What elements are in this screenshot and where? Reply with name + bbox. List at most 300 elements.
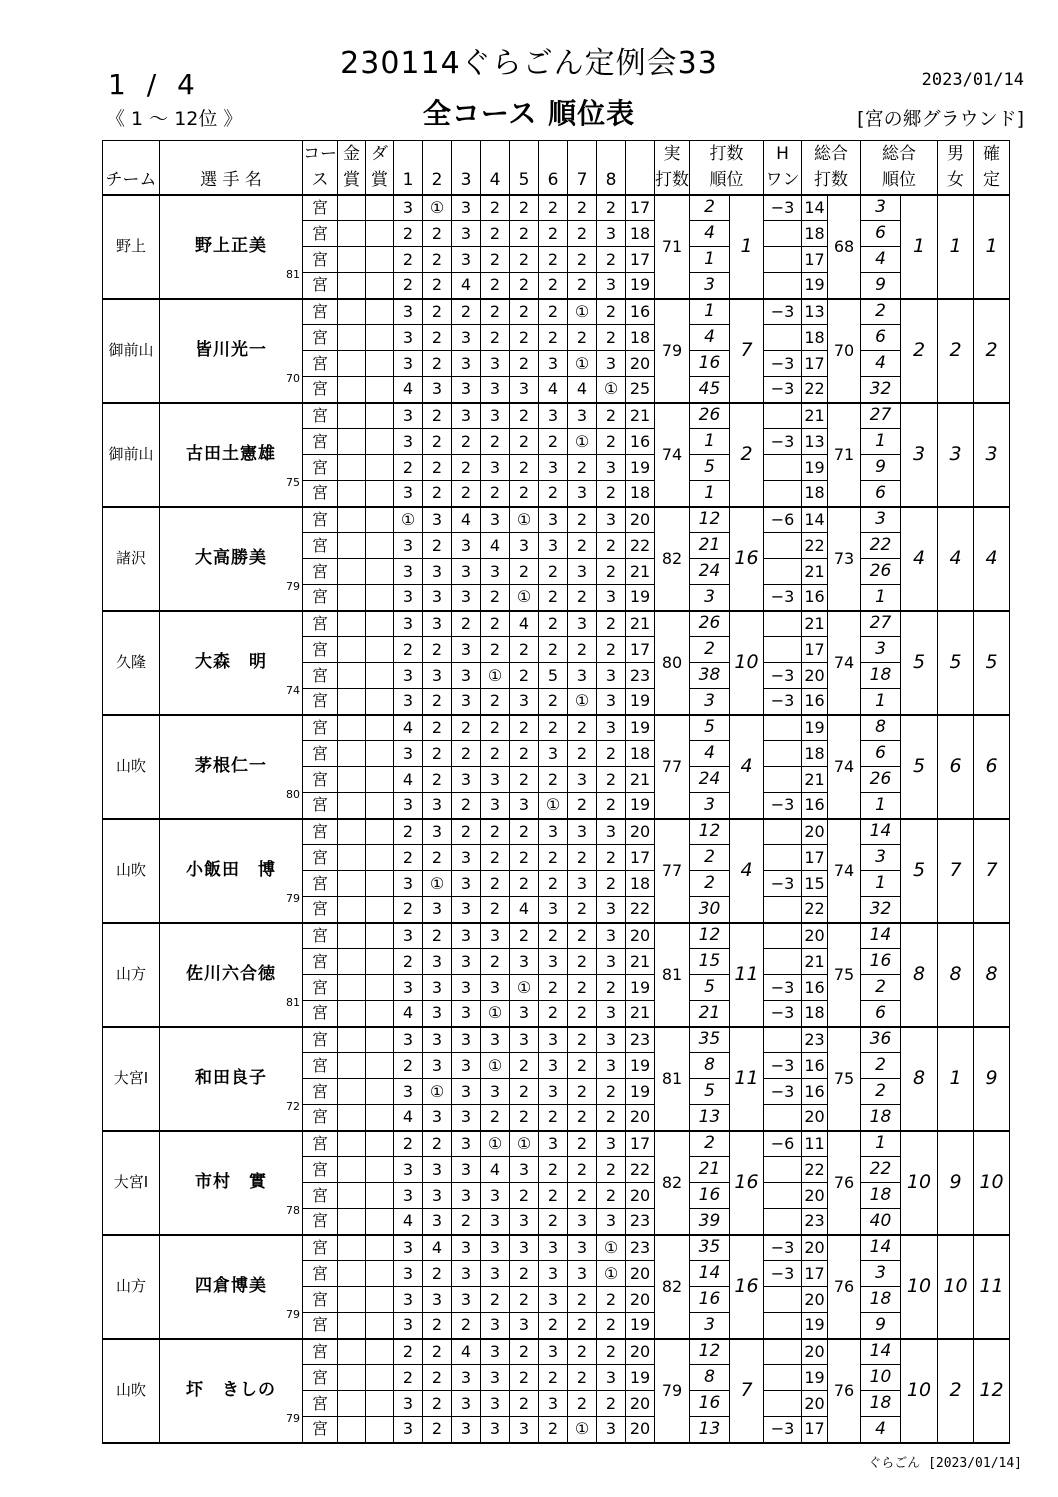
total-rank: 8	[901, 923, 938, 1027]
hole-score	[539, 1183, 568, 1209]
hole-score	[481, 1391, 510, 1417]
round-rank: 24	[690, 767, 730, 793]
hole-score-value: 3	[518, 1029, 530, 1049]
hole-score-value: 4	[402, 1003, 414, 1023]
round-total: 15	[802, 871, 828, 897]
gold-prize-cell	[338, 1183, 366, 1209]
total-rank: 5	[901, 715, 938, 819]
hole-score	[510, 1287, 539, 1313]
hole-score-value: 2	[460, 431, 472, 451]
hole-score-value: 3	[402, 977, 414, 997]
round-total: 20	[802, 1183, 828, 1209]
hole-score	[452, 585, 481, 611]
round-score: 17	[626, 195, 655, 221]
hole-score-value: 3	[460, 977, 472, 997]
header-course: コー	[303, 141, 338, 168]
course-cell: 宮	[303, 325, 338, 351]
hole-score-value: 3	[576, 1237, 588, 1257]
hole-score	[394, 663, 423, 689]
hole-score-value: 2	[518, 197, 530, 217]
hole-score-value: 3	[576, 769, 588, 789]
hole-score-value: 3	[402, 535, 414, 555]
hole-score	[568, 1313, 597, 1339]
player-name	[160, 1027, 303, 1131]
round-score: 22	[626, 1157, 655, 1183]
hole-score	[568, 1157, 597, 1183]
final-rank: 4	[974, 507, 1010, 611]
round-rank: 3	[690, 273, 730, 299]
hole-in-one-bonus: −3	[764, 351, 802, 377]
hole-score	[510, 897, 539, 923]
table-row	[103, 195, 1010, 221]
round-rank: 13	[690, 1105, 730, 1131]
player-age: 79	[286, 1411, 300, 1425]
hole-score	[481, 585, 510, 611]
hole-score-value: 3	[402, 1263, 414, 1283]
round-rank: 24	[690, 559, 730, 585]
hole-score-value: 3	[547, 1289, 559, 1309]
hole-score	[481, 871, 510, 897]
hole-score-value: 3	[460, 691, 472, 711]
hole-score	[394, 1313, 423, 1339]
hole-score	[394, 1339, 423, 1365]
round-score: 19	[626, 975, 655, 1001]
da-prize-cell	[366, 273, 394, 299]
hole-score	[423, 403, 452, 429]
hole-score	[568, 1053, 597, 1079]
team-name: 山方	[103, 1235, 160, 1339]
strokes-rank: 11	[730, 923, 764, 1027]
hole-score-value: 2	[576, 535, 588, 555]
hole-score-value: 2	[489, 197, 501, 217]
hole-score	[510, 871, 539, 897]
player-name-text: 野上正美	[195, 236, 267, 256]
table-row	[103, 299, 1010, 325]
hole-score-value: 2	[576, 197, 588, 217]
hole-score-value: 2	[576, 587, 588, 607]
hole-score	[539, 377, 568, 403]
round-total: 23	[802, 1027, 828, 1053]
hole-score-value: 2	[547, 275, 559, 295]
hole-score	[597, 1183, 626, 1209]
da-prize-cell	[366, 1053, 394, 1079]
hole-score	[423, 481, 452, 507]
hole-score	[510, 351, 539, 377]
hole-score-value: 2	[518, 1289, 530, 1309]
strokes-rank: 16	[730, 1131, 764, 1235]
hole-score	[597, 1053, 626, 1079]
hole-score	[510, 1261, 539, 1287]
hole-score	[394, 1365, 423, 1391]
hole-score	[481, 611, 510, 637]
round-total-rank: 18	[861, 1287, 901, 1313]
hole-score-value: 2	[489, 613, 501, 633]
hole-score-value: 2	[460, 483, 472, 503]
hole-score	[539, 611, 568, 637]
hole-score	[568, 1079, 597, 1105]
hole-score	[423, 1287, 452, 1313]
header-total-rank: 総合	[861, 141, 938, 168]
hole-score	[539, 1417, 568, 1443]
final-rank: 3	[974, 403, 1010, 507]
table-row	[103, 715, 1010, 741]
hole-score	[394, 377, 423, 403]
hole-score	[481, 1209, 510, 1235]
round-score: 19	[626, 455, 655, 481]
hole-score	[510, 611, 539, 637]
gold-prize-cell	[338, 975, 366, 1001]
round-total: 17	[802, 247, 828, 273]
final-rank: 12	[974, 1339, 1010, 1443]
hole-score	[597, 819, 626, 845]
hole-score	[539, 1313, 568, 1339]
hole-score-value: 2	[489, 873, 501, 893]
course-cell: 宮	[303, 767, 338, 793]
hole-score	[510, 1027, 539, 1053]
hole-in-one-bonus: −6	[764, 1131, 802, 1157]
hole-score	[568, 481, 597, 507]
round-score: 19	[626, 793, 655, 819]
page-number: 1 / 4	[108, 68, 201, 101]
header-player-blank	[160, 141, 303, 168]
hole-score	[423, 715, 452, 741]
hole-score	[539, 1235, 568, 1261]
hole-score	[394, 1287, 423, 1313]
hole-score-value: 3	[402, 197, 414, 217]
hole-in-one-bonus: −3	[764, 663, 802, 689]
hole-score	[423, 1027, 452, 1053]
round-total-rank: 1	[861, 689, 901, 715]
hole-score-value: 2	[605, 327, 617, 347]
hole-score	[481, 949, 510, 975]
round-total-rank: 6	[861, 221, 901, 247]
hole-score	[423, 455, 452, 481]
round-score: 20	[626, 923, 655, 949]
hole-score	[481, 1027, 510, 1053]
hole-score	[568, 429, 597, 455]
hole-score-value: 2	[605, 301, 617, 321]
hole-score	[568, 819, 597, 845]
hole-score-value: 2	[518, 821, 530, 841]
hole-score-value: ①	[545, 795, 561, 815]
hole-score-value: 2	[605, 795, 617, 815]
hole-score-value: 2	[489, 1107, 501, 1127]
hole-score-value: 2	[547, 1367, 559, 1387]
hole-score	[510, 793, 539, 819]
course-cell: 宮	[303, 299, 338, 325]
hole-score-value: 2	[576, 717, 588, 737]
hole-score	[481, 1261, 510, 1287]
round-score: 20	[626, 351, 655, 377]
hole-score	[452, 975, 481, 1001]
round-total-rank: 1	[861, 429, 901, 455]
hole-score-value: 2	[489, 951, 501, 971]
gold-prize-cell	[338, 897, 366, 923]
course-cell: 宮	[303, 1391, 338, 1417]
hole-score	[481, 403, 510, 429]
round-score: 17	[626, 1131, 655, 1157]
hole-score-value: 2	[576, 1315, 588, 1335]
hole-score	[394, 741, 423, 767]
hole-score-value: 2	[576, 1341, 588, 1361]
hole-score-value: ①	[516, 1133, 532, 1153]
header-hole-blank	[423, 141, 452, 168]
hole-score	[452, 1001, 481, 1027]
hole-in-one-bonus	[764, 1365, 802, 1391]
hole-score	[597, 1287, 626, 1313]
hole-score	[452, 897, 481, 923]
hole-score	[539, 741, 568, 767]
gold-prize-cell	[338, 325, 366, 351]
hole-score-value: 2	[518, 717, 530, 737]
hole-score-value: 5	[547, 665, 559, 685]
hole-score	[481, 819, 510, 845]
hole-score	[423, 559, 452, 585]
hole-in-one-bonus: −3	[764, 689, 802, 715]
hole-score-value: 3	[431, 899, 443, 919]
strokes-rank: 2	[730, 403, 764, 507]
hole-score	[539, 325, 568, 351]
round-total-rank: 2	[861, 1079, 901, 1105]
hole-score	[568, 273, 597, 299]
hole-score-value: 3	[431, 795, 443, 815]
hole-score-value: 2	[576, 1393, 588, 1413]
gold-prize-cell	[338, 689, 366, 715]
round-total: 16	[802, 689, 828, 715]
hole-score	[539, 507, 568, 533]
round-rank: 35	[690, 1027, 730, 1053]
player-age: 79	[286, 579, 300, 593]
round-rank: 8	[690, 1365, 730, 1391]
hole-score	[452, 1183, 481, 1209]
course-cell: 宮	[303, 663, 338, 689]
hole-score	[423, 1001, 452, 1027]
hole-score	[539, 1079, 568, 1105]
hole-in-one-bonus: −3	[764, 871, 802, 897]
player-age: 75	[286, 475, 300, 489]
round-rank: 3	[690, 793, 730, 819]
round-score: 19	[626, 585, 655, 611]
hole-score-value: 3	[402, 1029, 414, 1049]
hole-score-value: 3	[402, 405, 414, 425]
player-age: 70	[286, 371, 300, 385]
hole-score-value: 2	[460, 821, 472, 841]
course-cell: 宮	[303, 871, 338, 897]
hole-score	[510, 533, 539, 559]
round-score: 18	[626, 325, 655, 351]
header-team-blank	[103, 141, 160, 168]
strokes-rank: 4	[730, 715, 764, 819]
hole-score-value: 3	[547, 1029, 559, 1049]
team-name: 山吹	[103, 1339, 160, 1443]
hole-score-value: 2	[460, 613, 472, 633]
hole-in-one-bonus	[764, 611, 802, 637]
hole-score-value: 3	[489, 1029, 501, 1049]
round-total: 20	[802, 819, 828, 845]
round-total: 20	[802, 1339, 828, 1365]
hole-in-one-bonus: −3	[764, 377, 802, 403]
gold-prize-cell	[338, 1105, 366, 1131]
hole-score-value: 3	[460, 249, 472, 269]
round-rank: 16	[690, 351, 730, 377]
hole-in-one-bonus: −3	[764, 1079, 802, 1105]
hole-score	[568, 793, 597, 819]
hole-score	[568, 585, 597, 611]
hole-score	[452, 1261, 481, 1287]
da-prize-cell	[366, 585, 394, 611]
hole-score-value: 2	[460, 301, 472, 321]
hole-score	[452, 1053, 481, 1079]
hole-in-one-bonus	[764, 455, 802, 481]
gold-prize-cell	[338, 923, 366, 949]
hole-score-value: 3	[402, 925, 414, 945]
header-da-2: 賞	[366, 168, 394, 195]
player-name	[160, 715, 303, 819]
hole-score	[510, 923, 539, 949]
hole-score-value: 2	[547, 327, 559, 347]
hole-score-value: 2	[576, 743, 588, 763]
hole-score	[568, 1105, 597, 1131]
hole-score-value: 2	[576, 899, 588, 919]
hole-score-value: 2	[547, 301, 559, 321]
hole-score	[452, 1105, 481, 1131]
hole-score	[597, 975, 626, 1001]
gender-rank: 7	[938, 819, 974, 923]
hole-score-value: 3	[431, 587, 443, 607]
round-total-rank: 8	[861, 715, 901, 741]
hole-score	[510, 429, 539, 455]
hole-score-value: 3	[547, 743, 559, 763]
course-cell: 宮	[303, 533, 338, 559]
round-rank: 4	[690, 741, 730, 767]
hole-score	[394, 611, 423, 637]
hole-score-value: 3	[431, 1003, 443, 1023]
hole-score-value: 2	[489, 847, 501, 867]
da-prize-cell	[366, 845, 394, 871]
round-rank: 1	[690, 247, 730, 273]
gold-prize-cell	[338, 949, 366, 975]
hole-score-value: 3	[402, 691, 414, 711]
player-age: 74	[286, 683, 300, 697]
round-score: 17	[626, 637, 655, 663]
round-total: 21	[802, 403, 828, 429]
da-prize-cell	[366, 507, 394, 533]
team-name: 山方	[103, 923, 160, 1027]
hole-score	[568, 247, 597, 273]
gold-prize-cell	[338, 845, 366, 871]
hole-score-value: 3	[402, 1081, 414, 1101]
hole-in-one-bonus	[764, 1157, 802, 1183]
hole-score-value: 2	[576, 795, 588, 815]
round-score: 20	[626, 1339, 655, 1365]
hole-score	[394, 949, 423, 975]
hole-score	[597, 273, 626, 299]
hole-score-value: 3	[576, 821, 588, 841]
hole-score	[394, 325, 423, 351]
hole-score	[510, 299, 539, 325]
hole-score-value: 4	[431, 1237, 443, 1257]
table-row	[103, 1339, 1010, 1365]
hole-score	[568, 611, 597, 637]
hole-in-one-bonus	[764, 767, 802, 793]
round-total-rank: 22	[861, 533, 901, 559]
player-name	[160, 819, 303, 923]
hole-score-value: 2	[547, 639, 559, 659]
total-strokes: 74	[828, 819, 861, 923]
round-rank: 16	[690, 1391, 730, 1417]
team-name: 御前山	[103, 299, 160, 403]
gender-rank: 9	[938, 1131, 974, 1235]
round-score: 18	[626, 221, 655, 247]
hole-score-value: 2	[547, 977, 559, 997]
da-prize-cell	[366, 767, 394, 793]
hole-score	[394, 1079, 423, 1105]
round-rank: 45	[690, 377, 730, 403]
gold-prize-cell	[338, 767, 366, 793]
hole-score-value: 2	[547, 873, 559, 893]
total-strokes: 70	[828, 299, 861, 403]
hole-score-value: 3	[518, 795, 530, 815]
gold-prize-cell	[338, 1131, 366, 1157]
hole-score	[568, 767, 597, 793]
total-strokes: 76	[828, 1131, 861, 1235]
hole-score-value: 3	[460, 1185, 472, 1205]
da-prize-cell	[366, 1287, 394, 1313]
round-total-rank: 27	[861, 611, 901, 637]
round-total-rank: 32	[861, 377, 901, 403]
table-row	[103, 1027, 1010, 1053]
real-strokes: 74	[655, 403, 690, 507]
hole-score	[597, 923, 626, 949]
hole-score	[568, 845, 597, 871]
header-hole-blank	[539, 141, 568, 168]
player-name	[160, 1131, 303, 1235]
round-total: 13	[802, 429, 828, 455]
round-total-rank: 14	[861, 1235, 901, 1261]
round-total: 16	[802, 585, 828, 611]
footer-note: ぐらごん [2023/01/14]	[868, 1456, 1022, 1471]
hole-score	[510, 1339, 539, 1365]
round-score: 20	[626, 1261, 655, 1287]
hole-score-value: 3	[460, 1107, 472, 1127]
course-cell: 宮	[303, 481, 338, 507]
hole-score	[481, 1183, 510, 1209]
header-gold: 金	[338, 141, 366, 168]
hole-score-value: 4	[460, 1341, 472, 1361]
hole-score-value: 3	[605, 1029, 617, 1049]
round-total-rank: 14	[861, 819, 901, 845]
hole-score-value: 3	[547, 1393, 559, 1413]
da-prize-cell	[366, 455, 394, 481]
round-rank: 3	[690, 689, 730, 715]
round-rank: 21	[690, 533, 730, 559]
hole-score	[597, 1313, 626, 1339]
hole-score-value: 2	[576, 1107, 588, 1127]
gold-prize-cell	[338, 637, 366, 663]
da-prize-cell	[366, 1131, 394, 1157]
player-age: 72	[286, 1099, 300, 1113]
course-cell: 宮	[303, 1209, 338, 1235]
hole-score	[423, 1209, 452, 1235]
round-total: 19	[802, 1365, 828, 1391]
hole-score-value: 3	[460, 1133, 472, 1153]
hole-score	[394, 689, 423, 715]
hole-score	[539, 715, 568, 741]
da-prize-cell	[366, 481, 394, 507]
gender-rank: 6	[938, 715, 974, 819]
hole-score	[510, 1313, 539, 1339]
hole-score-value: ①	[487, 1133, 503, 1153]
